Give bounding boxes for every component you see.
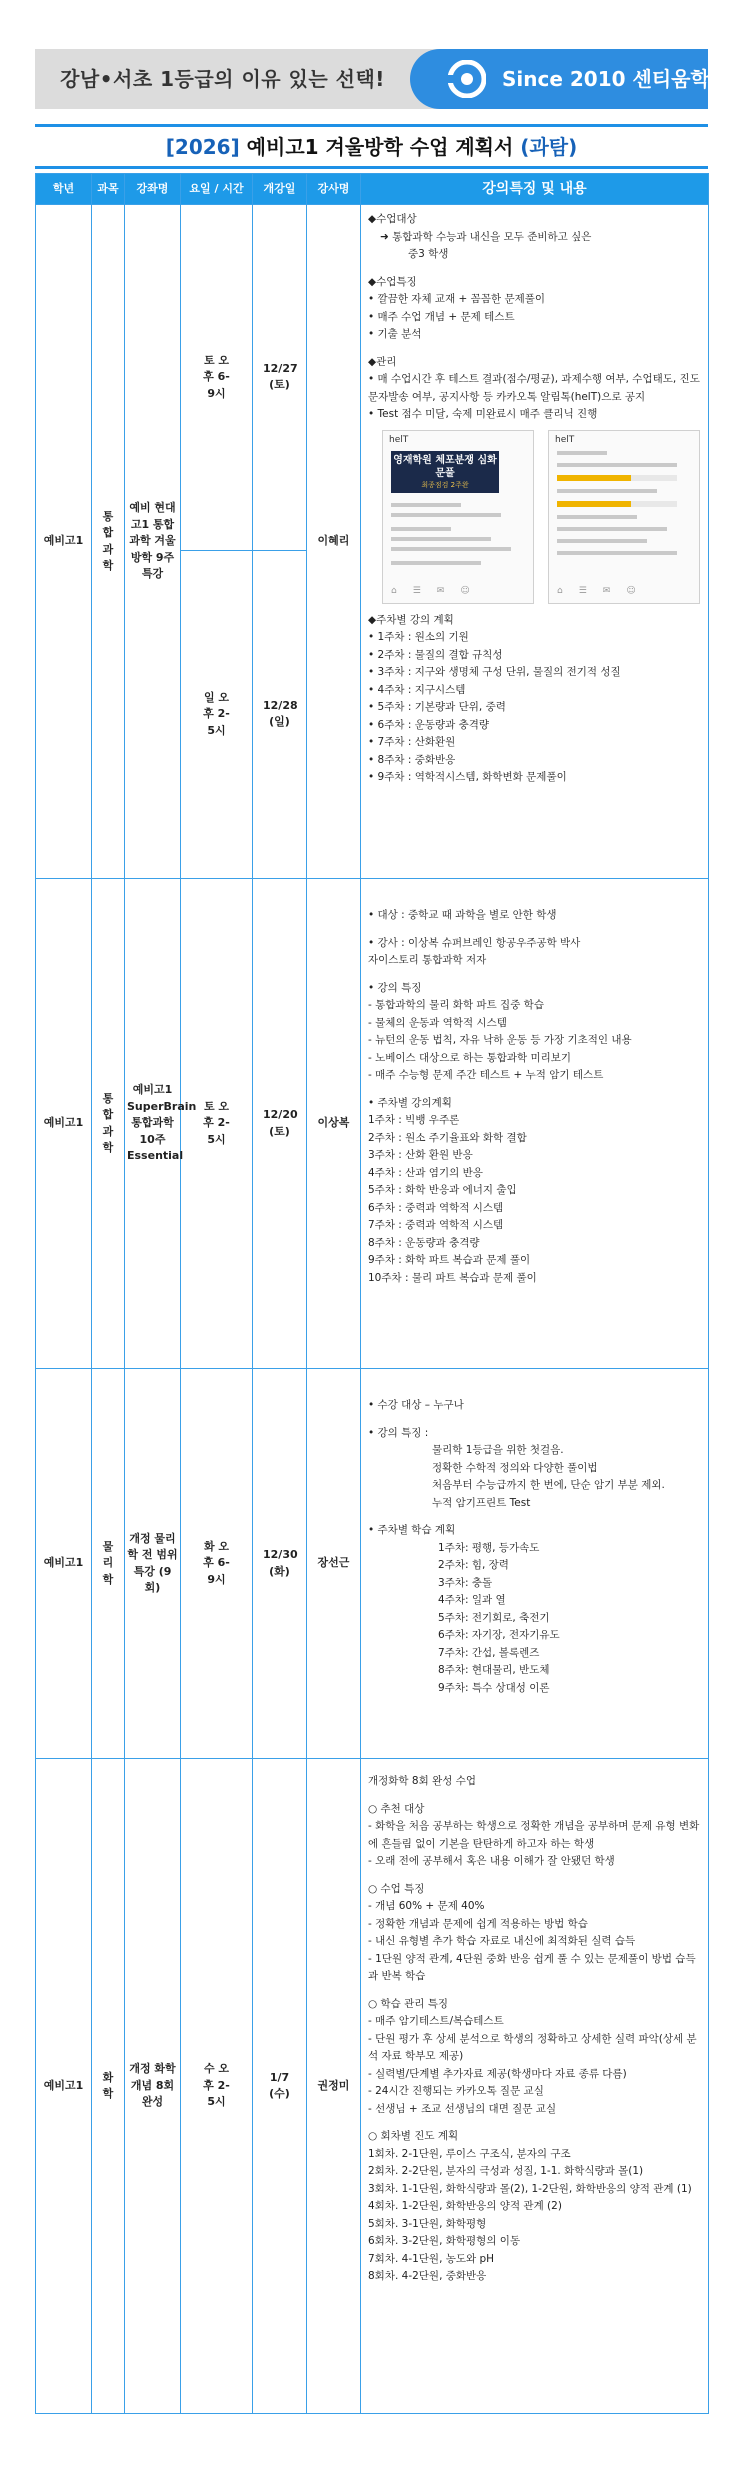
cell-teacher: 이혜리 bbox=[307, 205, 361, 879]
spacer bbox=[368, 264, 702, 274]
course1-details-bottom bbox=[368, 612, 702, 787]
app-logo: helT bbox=[389, 434, 409, 445]
app-text-line bbox=[391, 561, 481, 565]
content-line: • 7주차 : 산화환원 bbox=[368, 736, 456, 748]
spacer bbox=[368, 1085, 702, 1095]
cell-teacher: 권정미 bbox=[307, 1759, 361, 2414]
cell-start-date: 12/27 (토) bbox=[253, 205, 307, 551]
content-line: 1회차. 2-1단원, 루이스 구조식, 분자의 구조 bbox=[368, 2147, 571, 2160]
app-text-line bbox=[557, 515, 637, 519]
content-line: 개정화학 8회 완성 수업 bbox=[368, 1775, 476, 1787]
content-line: - 실력별/단계별 추가자료 제공(학생마다 자료 종류 다름) bbox=[368, 2067, 627, 2080]
app-bottom-nav bbox=[391, 586, 470, 597]
content-line: 정확한 수학적 정의와 다양한 풀이법 bbox=[432, 1461, 598, 1474]
cell-course-name: 개정 화학 개념 8회 완성 bbox=[125, 1759, 181, 2414]
header-subject: 과목 bbox=[92, 174, 125, 205]
header-grade: 학년 bbox=[36, 174, 92, 205]
content-line: 8주차: 현대물리, 반도체 bbox=[438, 1664, 550, 1676]
content-line: 5주차 : 화학 반응과 에너지 출입 bbox=[368, 1184, 517, 1196]
content-line: - 1단원 양적 관계, 4단원 중화 반응 쉽게 풀 수 있는 문제풀이 방법 습득과 반복 학습 bbox=[368, 1952, 696, 1982]
user-icon: ☺ bbox=[460, 585, 470, 596]
cell-grade: 예비고1 bbox=[36, 205, 92, 879]
cell-time: 일 오후 2-5시 bbox=[181, 550, 253, 878]
content-line: ○ 학습 관리 특징 bbox=[368, 1997, 449, 2010]
content-line: - 매주 암기테스트/복습테스트 bbox=[368, 2015, 504, 2027]
content-line: 1주차: 평행, 등가속도 bbox=[438, 1541, 540, 1554]
page-title bbox=[35, 130, 708, 164]
course3-details bbox=[368, 1397, 702, 1697]
spacer bbox=[368, 1512, 702, 1522]
table-row bbox=[36, 1369, 709, 1759]
app-progress-bar bbox=[557, 475, 677, 481]
content-line: 처음부터 수능급까지 한 번에, 단순 암기 부분 제외. bbox=[432, 1479, 665, 1491]
app-screenshot-1 bbox=[382, 430, 534, 604]
cell-course-name: 개정 물리학 전 범위 특강 (9회) bbox=[125, 1369, 181, 1759]
content-line: 6회차. 3-2단원, 화학평형의 이동 bbox=[368, 2235, 521, 2247]
spacer bbox=[368, 1871, 702, 1881]
cell-grade: 예비고1 bbox=[36, 1759, 92, 2414]
content-line: ◆수업대상 bbox=[368, 213, 417, 225]
content-line: ➜ 통합과학 수능과 내신을 모두 준비하고 싶은 bbox=[380, 230, 592, 243]
cell-course-name: 예비 현대고1 통합과학 겨울방학 9주 특강 bbox=[125, 205, 181, 879]
content-line: - 노베이스 대상으로 하는 통합과학 미리보기 bbox=[368, 1051, 572, 1064]
cell-time: 토 오후 2-5시 bbox=[181, 879, 253, 1369]
cell-grade: 예비고1 bbox=[36, 1369, 92, 1759]
content-line: 1주차 : 빅뱅 우주론 bbox=[368, 1114, 460, 1126]
content-line: 10주차 : 물리 파트 복습과 문제 풀이 bbox=[368, 1271, 537, 1284]
title-main: 예비고1 겨울방학 수업 계획서 bbox=[239, 135, 521, 159]
app-text-line bbox=[391, 537, 491, 541]
spacer bbox=[368, 925, 702, 935]
cell-course-name: 예비고1 SuperBrain 통합과학 10주 Essential bbox=[125, 879, 181, 1369]
app-text-line bbox=[391, 503, 461, 507]
cell-start-date: 12/28 (일) bbox=[253, 550, 307, 878]
content-line: - 내신 유형별 추가 학습 자료로 내신에 최적화된 실력 습득 bbox=[368, 1935, 636, 1947]
content-line: 중3 학생 bbox=[408, 248, 449, 260]
content-line: - 선생님 + 조교 선생님의 대면 질문 교실 bbox=[368, 2102, 557, 2115]
app-screenshot-2 bbox=[548, 430, 700, 604]
cell-subject: 물리학 bbox=[92, 1369, 125, 1759]
content-line: ○ 회차별 진도 계획 bbox=[368, 2130, 459, 2142]
banner-academy-name: Since 2010 센티움학원 bbox=[502, 67, 730, 91]
cell-start-date: 1/7 (수) bbox=[253, 1759, 307, 2414]
home-icon: ⌂ bbox=[391, 585, 397, 596]
content-line: 9주차 : 화학 파트 복습과 문제 풀이 bbox=[368, 1254, 531, 1266]
header-content: 강의특징 및 내용 bbox=[361, 174, 709, 205]
content-line: 4회차. 1-2단원, 화학반응의 양적 관계 (2) bbox=[368, 2200, 562, 2212]
content-line: ◆관리 bbox=[368, 355, 397, 368]
app-bottom-nav bbox=[557, 586, 636, 597]
app-text-line bbox=[391, 513, 501, 517]
content-line: ◆수업특징 bbox=[368, 275, 417, 288]
app-text-line bbox=[557, 489, 657, 493]
content-line: • 매주 수업 개념 + 문제 테스트 bbox=[368, 310, 515, 323]
content-line: • 6주차 : 운동량과 충격량 bbox=[368, 718, 490, 731]
content-line: 자이스토리 통합과학 저자 bbox=[368, 954, 487, 966]
academy-banner bbox=[35, 49, 730, 109]
cell-content bbox=[361, 1369, 709, 1759]
content-line: 9주차: 특수 상대성 이론 bbox=[438, 1681, 550, 1694]
cell-time: 토 오후 6-9시 bbox=[181, 205, 253, 551]
content-line: ○ 추천 대상 bbox=[368, 1802, 425, 1815]
spacer bbox=[368, 1791, 702, 1801]
cell-content bbox=[361, 879, 709, 1369]
chat-icon: ✉ bbox=[602, 585, 611, 596]
spacer bbox=[368, 344, 702, 354]
title-rule-bottom bbox=[35, 166, 708, 169]
content-line: • 강의 특징 bbox=[368, 981, 422, 994]
app-progress-fill bbox=[557, 475, 631, 481]
content-line: 2주차: 힘, 장력 bbox=[438, 1559, 509, 1571]
course4-details bbox=[368, 1773, 702, 2286]
content-line: 6주차: 자기장, 전자기유도 bbox=[438, 1629, 560, 1641]
header-start: 개강일 bbox=[253, 174, 307, 205]
app-text-line bbox=[391, 527, 451, 531]
app-progress-bar bbox=[557, 501, 677, 507]
content-line: 8주차 : 운동량과 충격량 bbox=[368, 1236, 480, 1249]
content-line: 2주차 : 원소 주기율표와 화학 결합 bbox=[368, 1131, 527, 1144]
content-line: 5회차. 3-1단원, 화학평형 bbox=[368, 2217, 487, 2230]
content-line: • 강사 : 이상복 슈퍼브레인 항공우주공학 박사 bbox=[368, 936, 581, 949]
cell-start-date: 12/20 (토) bbox=[253, 879, 307, 1369]
table-row bbox=[36, 879, 709, 1369]
content-line: 7주차 : 중력과 역학적 시스템 bbox=[368, 1219, 504, 1231]
banner-brand bbox=[410, 49, 730, 109]
cell-teacher: 장선근 bbox=[307, 1369, 361, 1759]
content-line: • 깔끔한 자체 교재 + 꼼꼼한 문제풀이 bbox=[368, 293, 546, 305]
app-logo: helT bbox=[555, 434, 575, 445]
content-line: 4주차 : 산과 염기의 반응 bbox=[368, 1166, 483, 1179]
content-line: - 통합과학의 물리 화학 파트 집중 학습 bbox=[368, 999, 544, 1011]
content-line: - 매주 수능형 문제 주간 테스트 + 누적 암기 테스트 bbox=[368, 1069, 604, 1081]
course1-details-top bbox=[368, 211, 702, 424]
content-line: 6주차 : 중력과 역학적 시스템 bbox=[368, 1201, 504, 1214]
content-line: - 정확한 개념과 문제에 쉽게 적용하는 방법 학습 bbox=[368, 1917, 588, 1930]
content-line: - 물체의 운동과 역학적 시스템 bbox=[368, 1016, 507, 1029]
content-line: 누적 암기프린트 Test bbox=[432, 1496, 531, 1509]
table-row bbox=[36, 205, 709, 551]
app-progress-fill bbox=[557, 501, 631, 507]
content-line: 7주차: 간섭, 볼록렌즈 bbox=[438, 1646, 540, 1659]
content-line: • 9주차 : 역학적시스템, 화학변화 문제풀이 bbox=[368, 771, 567, 783]
header-course: 강좌명 bbox=[125, 174, 181, 205]
app-hero-banner bbox=[391, 451, 499, 493]
content-line: ◆주차별 강의 계획 bbox=[368, 613, 454, 626]
academy-logo-icon bbox=[448, 60, 486, 98]
app-hero-title: 영재학원 체포분쟁 심화문풀 bbox=[393, 454, 497, 479]
spacer bbox=[368, 970, 702, 980]
content-line: • 1주차 : 원소의 기원 bbox=[368, 631, 469, 643]
cell-grade: 예비고1 bbox=[36, 879, 92, 1369]
cell-subject: 통합과학 bbox=[92, 205, 125, 879]
user-icon: ☺ bbox=[626, 585, 636, 596]
content-line: 7회차. 4-1단원, 농도와 pH bbox=[368, 2252, 495, 2265]
content-line: • 강의 특징 : bbox=[368, 1426, 429, 1439]
content-line: 8회차. 4-2단원, 중화반응 bbox=[368, 2270, 487, 2282]
content-line: 2회차. 2-2단원, 분자의 극성과 성질, 1-1. 화학식량과 몰(1) bbox=[368, 2165, 644, 2177]
content-line: - 개념 60% + 문제 40% bbox=[368, 1900, 485, 1912]
chat-icon: ✉ bbox=[436, 585, 445, 596]
content-line: • 주차별 학습 계획 bbox=[368, 1524, 456, 1536]
content-line: - 24시간 진행되는 카카오톡 질문 교실 bbox=[368, 2085, 544, 2097]
app-text-line bbox=[557, 551, 677, 555]
content-line: - 화학을 처음 공부하는 학생으로 정확한 개념을 공부하며 문제 유형 변화에 흔들림 없이 기본을 탄탄하게 하고자 하는 학생 bbox=[368, 1820, 700, 1850]
cell-content bbox=[361, 205, 709, 879]
app-hero-subtitle: 최종점검 2주완 bbox=[421, 480, 469, 489]
cell-content bbox=[361, 1759, 709, 2414]
content-line: - 오래 전에 공부해서 혹은 내용 이해가 잘 안됐던 학생 bbox=[368, 1855, 615, 1867]
content-line: • 8주차 : 중화반응 bbox=[368, 753, 456, 766]
schedule-table bbox=[35, 173, 709, 2414]
title-subject: (과탐) bbox=[520, 135, 578, 159]
menu-icon: ☰ bbox=[578, 585, 587, 596]
content-line: 5주차: 전기회로, 축전기 bbox=[438, 1611, 550, 1624]
content-line: • 대상 : 중학교 때 과학을 별로 안한 학생 bbox=[368, 909, 557, 921]
menu-icon: ☰ bbox=[412, 585, 421, 596]
cell-time: 화 오후 6-9시 bbox=[181, 1369, 253, 1759]
content-line: 4주차: 일과 열 bbox=[438, 1594, 506, 1606]
app-text-line bbox=[557, 539, 647, 543]
content-line: 3주차 : 산화 환원 반응 bbox=[368, 1149, 473, 1161]
cell-time: 수 오후 2-5시 bbox=[181, 1759, 253, 2414]
content-line: 3회차. 1-1단원, 화학식량과 몰(2), 1-2단원, 화학반응의 양적 관계 (1) bbox=[368, 2182, 692, 2195]
banner-slogan: 강남•서초 1등급의 이유 있는 선택! bbox=[60, 67, 385, 91]
header-teacher: 강사명 bbox=[307, 174, 361, 205]
spacer bbox=[368, 1986, 702, 1996]
table-header-row bbox=[36, 174, 709, 205]
content-line: • 매 수업시간 후 테스트 결과(점수/평균), 과제수행 여부, 수업태도, 진도 문자발송 여부, 공지사항 등 카카오톡 알림톡(helT)으로 공지 bbox=[368, 373, 700, 403]
content-line: - 단원 평가 후 상세 분석으로 학생의 정확하고 상세한 실력 파악(상세 분석 자료 학부모 제공) bbox=[368, 2032, 697, 2062]
app-screenshots bbox=[368, 424, 702, 612]
content-line: • Test 점수 미달, 숙제 미완료시 매주 클리닉 진행 bbox=[368, 408, 598, 420]
title-rule-top bbox=[35, 124, 708, 127]
cell-subject: 통합과학 bbox=[92, 879, 125, 1369]
content-line: • 주차별 강의계획 bbox=[368, 1096, 452, 1109]
spacer bbox=[368, 2118, 702, 2128]
cell-subject: 화학 bbox=[92, 1759, 125, 2414]
home-icon: ⌂ bbox=[557, 585, 563, 596]
cell-teacher: 이상복 bbox=[307, 879, 361, 1369]
app-text-line bbox=[557, 451, 607, 455]
content-line: 물리학 1등급을 위한 첫걸음. bbox=[432, 1444, 564, 1456]
content-line: • 5주차 : 기본량과 단위, 중력 bbox=[368, 701, 506, 713]
content-line: • 2주차 : 물질의 결합 규칙성 bbox=[368, 648, 503, 661]
content-line: • 수강 대상 – 누구나 bbox=[368, 1399, 464, 1411]
app-text-line bbox=[557, 463, 677, 467]
content-line: • 3주차 : 지구와 생명체 구성 단위, 물질의 전기적 성질 bbox=[368, 666, 621, 678]
header-time: 요일 / 시간 bbox=[181, 174, 253, 205]
content-line: - 뉴턴의 운동 법칙, 자유 낙하 운동 등 가장 기초적인 내용 bbox=[368, 1034, 632, 1046]
spacer bbox=[368, 1415, 702, 1425]
cell-start-date: 12/30 (화) bbox=[253, 1369, 307, 1759]
content-line: ○ 수업 특징 bbox=[368, 1882, 425, 1895]
content-line: 3주차: 충돌 bbox=[438, 1576, 493, 1589]
course2-details bbox=[368, 907, 702, 1287]
title-year: [2026] bbox=[165, 135, 240, 159]
table-row bbox=[36, 1759, 709, 2414]
app-text-line bbox=[391, 547, 511, 551]
content-line: • 4주차 : 지구시스템 bbox=[368, 683, 466, 696]
app-text-line bbox=[557, 527, 667, 531]
content-line: • 기출 분석 bbox=[368, 328, 422, 340]
